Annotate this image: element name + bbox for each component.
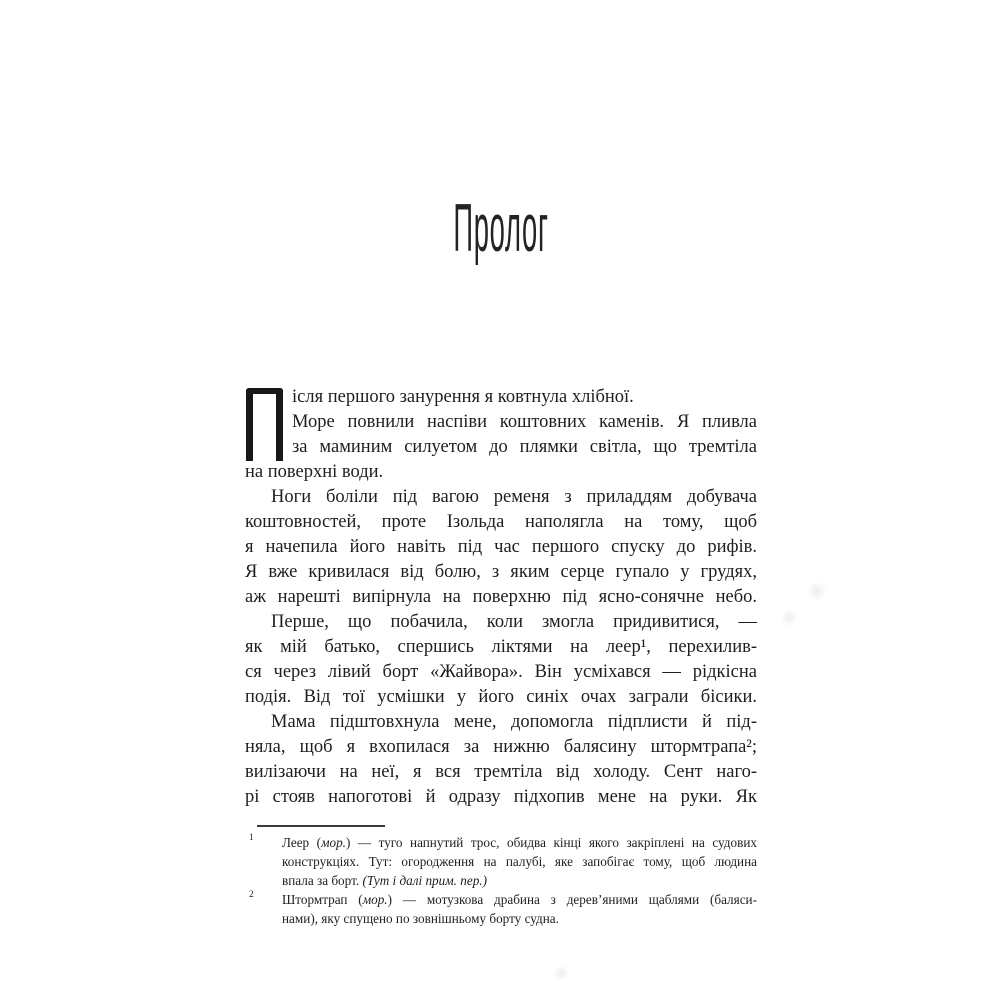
footnote-line: конструкціях. Тут: огородження на палубі, яке запобігає тому, щоб людина <box>282 854 757 869</box>
footnote-line <box>282 833 757 852</box>
text-line: як мій батько, спершись ліктями на леер¹, перехилив- <box>245 637 757 657</box>
body-text <box>245 385 757 810</box>
text-line: подія. Від тої усмішки у його синіх очах заграли бісики. <box>245 687 757 707</box>
text-line: Море повнили наспіви коштовних каменів. Я пливла <box>292 412 757 432</box>
text-line: Перше, що побачила, коли змогла придивитися, — <box>271 612 757 632</box>
text-line: за маминим силуетом до плямки світла, що тремтіла <box>292 437 757 457</box>
paragraph-2 <box>245 485 757 610</box>
footnote-text: Леер ( <box>282 835 322 850</box>
paragraph-4 <box>245 710 757 810</box>
chapter-title: Пролог <box>453 192 549 268</box>
text-line: ісля першого занурення я ковтнула хлібної. <box>292 387 634 407</box>
footnotes-block <box>245 833 757 928</box>
footnote-text-italic: (Тут і далі прим. пер.) <box>362 873 487 888</box>
scan-smudge <box>780 610 798 626</box>
text-line: я начепила його навіть під час першого спуску до рифів. <box>245 537 757 557</box>
text-line: рі стояв напоготові й одразу підхопив мене на руки. Як <box>245 787 757 807</box>
footnote-1 <box>245 833 757 890</box>
text-line: ся через лівий борт «Жайвора». Він усміхався — рідкісна <box>245 662 757 682</box>
footnote-marker: 2 <box>249 890 254 900</box>
scan-smudge <box>806 582 828 600</box>
footnote-text: Штормтрап ( <box>282 892 363 907</box>
scan-smudge <box>552 966 570 980</box>
footnote-line <box>282 871 757 890</box>
text-line: коштовностей, проте Ізольда наполягла на тому, щоб <box>245 512 757 532</box>
dropcap-letter-p <box>246 388 283 461</box>
text-line: Мама підштовхнула мене, допомогла підплисти й під- <box>271 712 757 732</box>
text-line: няла, щоб я вхопилася за нижню балясину штормтрапа²; <box>245 737 757 757</box>
text-line: вилізаючи на неї, я вся тремтіла від холоду. Сент наго- <box>245 762 757 782</box>
text-line: на поверхні води. <box>245 462 384 482</box>
footnote-text: ) — туго напнутий трос, обидва кінці якого закріплені на судових <box>345 835 757 850</box>
footnote-line <box>282 890 757 909</box>
text-line: аж нарешті випірнула на поверхню під ясно-сонячне небо. <box>245 587 757 607</box>
footnote-text-italic: мор. <box>321 835 346 850</box>
text-line: Ноги боліли під вагою ременя з приладдям добувача <box>271 487 757 507</box>
text-line: Я вже кривилася від болю, з яким серце гупало у грудях, <box>245 562 757 582</box>
footnote-separator-rule <box>257 825 385 827</box>
footnote-marker: 1 <box>249 833 254 843</box>
paragraph-1 <box>245 385 757 485</box>
footnote-text-italic: мор. <box>362 892 388 907</box>
paragraph-3 <box>245 610 757 710</box>
footnote-text: впала за борт. <box>282 873 363 888</box>
footnote-text: ) — мотузкова драбина з дерев’яними щаблями (баляси- <box>387 892 758 907</box>
footnote-line: нами), яку спущено по зовнішньому борту судна. <box>282 911 559 926</box>
footnote-2 <box>245 890 757 928</box>
